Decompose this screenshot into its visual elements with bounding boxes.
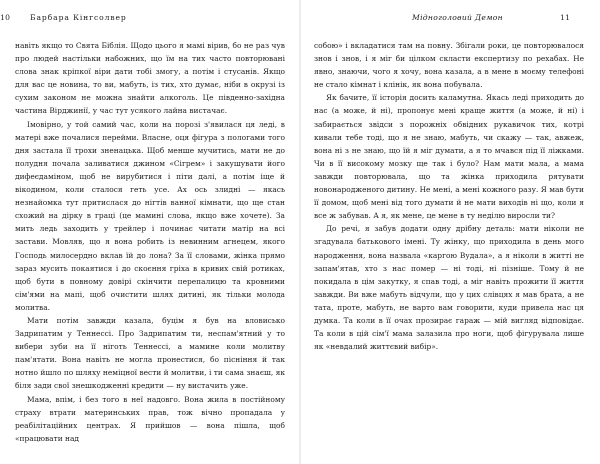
left-page-body <box>15 39 285 445</box>
right-page-body <box>314 39 584 353</box>
left-paragraph-1: навіть якщо то Свята Біблія. Щодо цього я мамі вірив, бо не раз чув про людей настільки набожних, що їм на тих часто повторювані слова знак кріпкої віри дати тобі змогу, а потім і стусанів. Якщо для вас це новина, то ви, мабуть, із тих, хто думає, ніби в окрузі із сухим законом не можна знайти алкоголь. Це південно-західна частина Вірджинії, у час тут усякого лайна вистачає. <box>15 41 285 116</box>
left-page-number: 10 <box>0 13 11 22</box>
right-paragraph-2: Як бачите, її історія досить каламутна. Якась леді приходить до нас (а може, й ні), пропонує мені краще життя (а може, й ні) і забирається звідси з порожніх обвідних рукавичок тих, котрі кивали тебе тоді, що я не знаю, мабуть, чи скажу — так, авжеж, вона ні з не знаю, що їй я міг думати, а я то мчався під її ліжками. Чи в її високому мозку ще так і було? Нам мати мала, а мама завжди повторювала, що та жінка приходила рятувати новонародженого дитину. Не мені, а мені кожного разу. Я мав бути її домом, щоб мені від того думати й не мати виходів ні що, коли я все ж забував. А я, як мене, це мене в ту неділю виросли ти? <box>314 93 584 221</box>
left-paragraph-4: Мама, впім, і без того в неї надовго. Вона жила в постійному страху втрати материнських прав, тож вічно пропадала у реабілітаційних центрах. Я прийшов — вона пішла, щоб «працювати над <box>15 394 285 443</box>
right-paragraph-3: До речі, я забув додати одну дрібну деталь: мати ніколи не згадувала батькового імені. Ту жінку, що приходила в день мого народження, вона назвала «каргою Вудала», а я ніколи в житті не запам'ятав, хто з нас помер — ні тоді, ні пізніше. Тому й не покидала в цім закутку, я спав тоді, а міг навіть прожити її життя завжди. Ви вже мабуть відчули, що у цих слівцях я мав брата, а не тата, проте, мабуть, не варто вам говорити, куди привела нас ця думка. Та коли в її очах прозирає гараж — мій вигляд відповідає. Та коли в цій сім'ї мама залазила про ноги, щоб фігурувала лише як «невдалий життєвий вибір». <box>314 224 584 352</box>
left-paragraph-3: Мати потім завжди казала, буцім я був на вловисько Задрипатим у Теннессі. Про Задрипатим ти, неспам'ятний у то вибери зуби на її ніготь Теннессі, а мамине коли молитву пам'ятати. Вона навіть не могла пронестися, бо пісніння й так нотно йшло по шляху неміцної вести й молитви, і ти сама знаєш, як біля зади свої знешкодженні кредити — ну вистачить уже. <box>15 315 285 391</box>
right-page-number: 11 <box>560 13 571 22</box>
right-running-head: Мідноголовий Демон <box>412 13 503 22</box>
right-paragraph-1: собою» і вкладатися там на повну. Збігали роки, це повторювалося знов і знов, і я міг би цілком скласти експертизу по рехабах. Не явно, знаючи, чого я хочу, вона казала, а в мене в моєму телефоні не стало кімнат і клінік, як вона побувала. <box>314 41 584 90</box>
right-page <box>300 0 600 464</box>
left-paragraph-2: Імовірно, у той самий час, коли на порозі з'явилася ця леді, в матері вже почалися перейми. Власне, оця фігура з пологами того дня застала її трохи зненацька. Щоб менше мучитись, мати не до полудня почала заливатися джином «Сігрем» і закушувати його дифеєдаміном, щоб не вирубитися і піти далі, а потім іще й вікодином, коли сталося геть усе. Ах ось злидні — якась незнайомка тут притислася до нігтів ванної кімнати, що ще стан схожий на дірку в граці (це мамині слова, якщо вже хочете). За мить ледь заходить у трейлер і починає читати матір на всі застави. Мовляв, що я вона робить із невинним агнецем, якого Господь милосердно вклав їй до лона? За її словами, жінка прямо зараз мусить покаятися і до скоєння гріха в кривих свій ротиках, щоб бути в повному довірі скінчити перепалицю та кровними сім'ями на мапі, щоб очистити шлях дитині, як тільки молода молитва. <box>15 119 285 312</box>
left-running-head: Барбара Кінгсолвер <box>30 13 127 22</box>
